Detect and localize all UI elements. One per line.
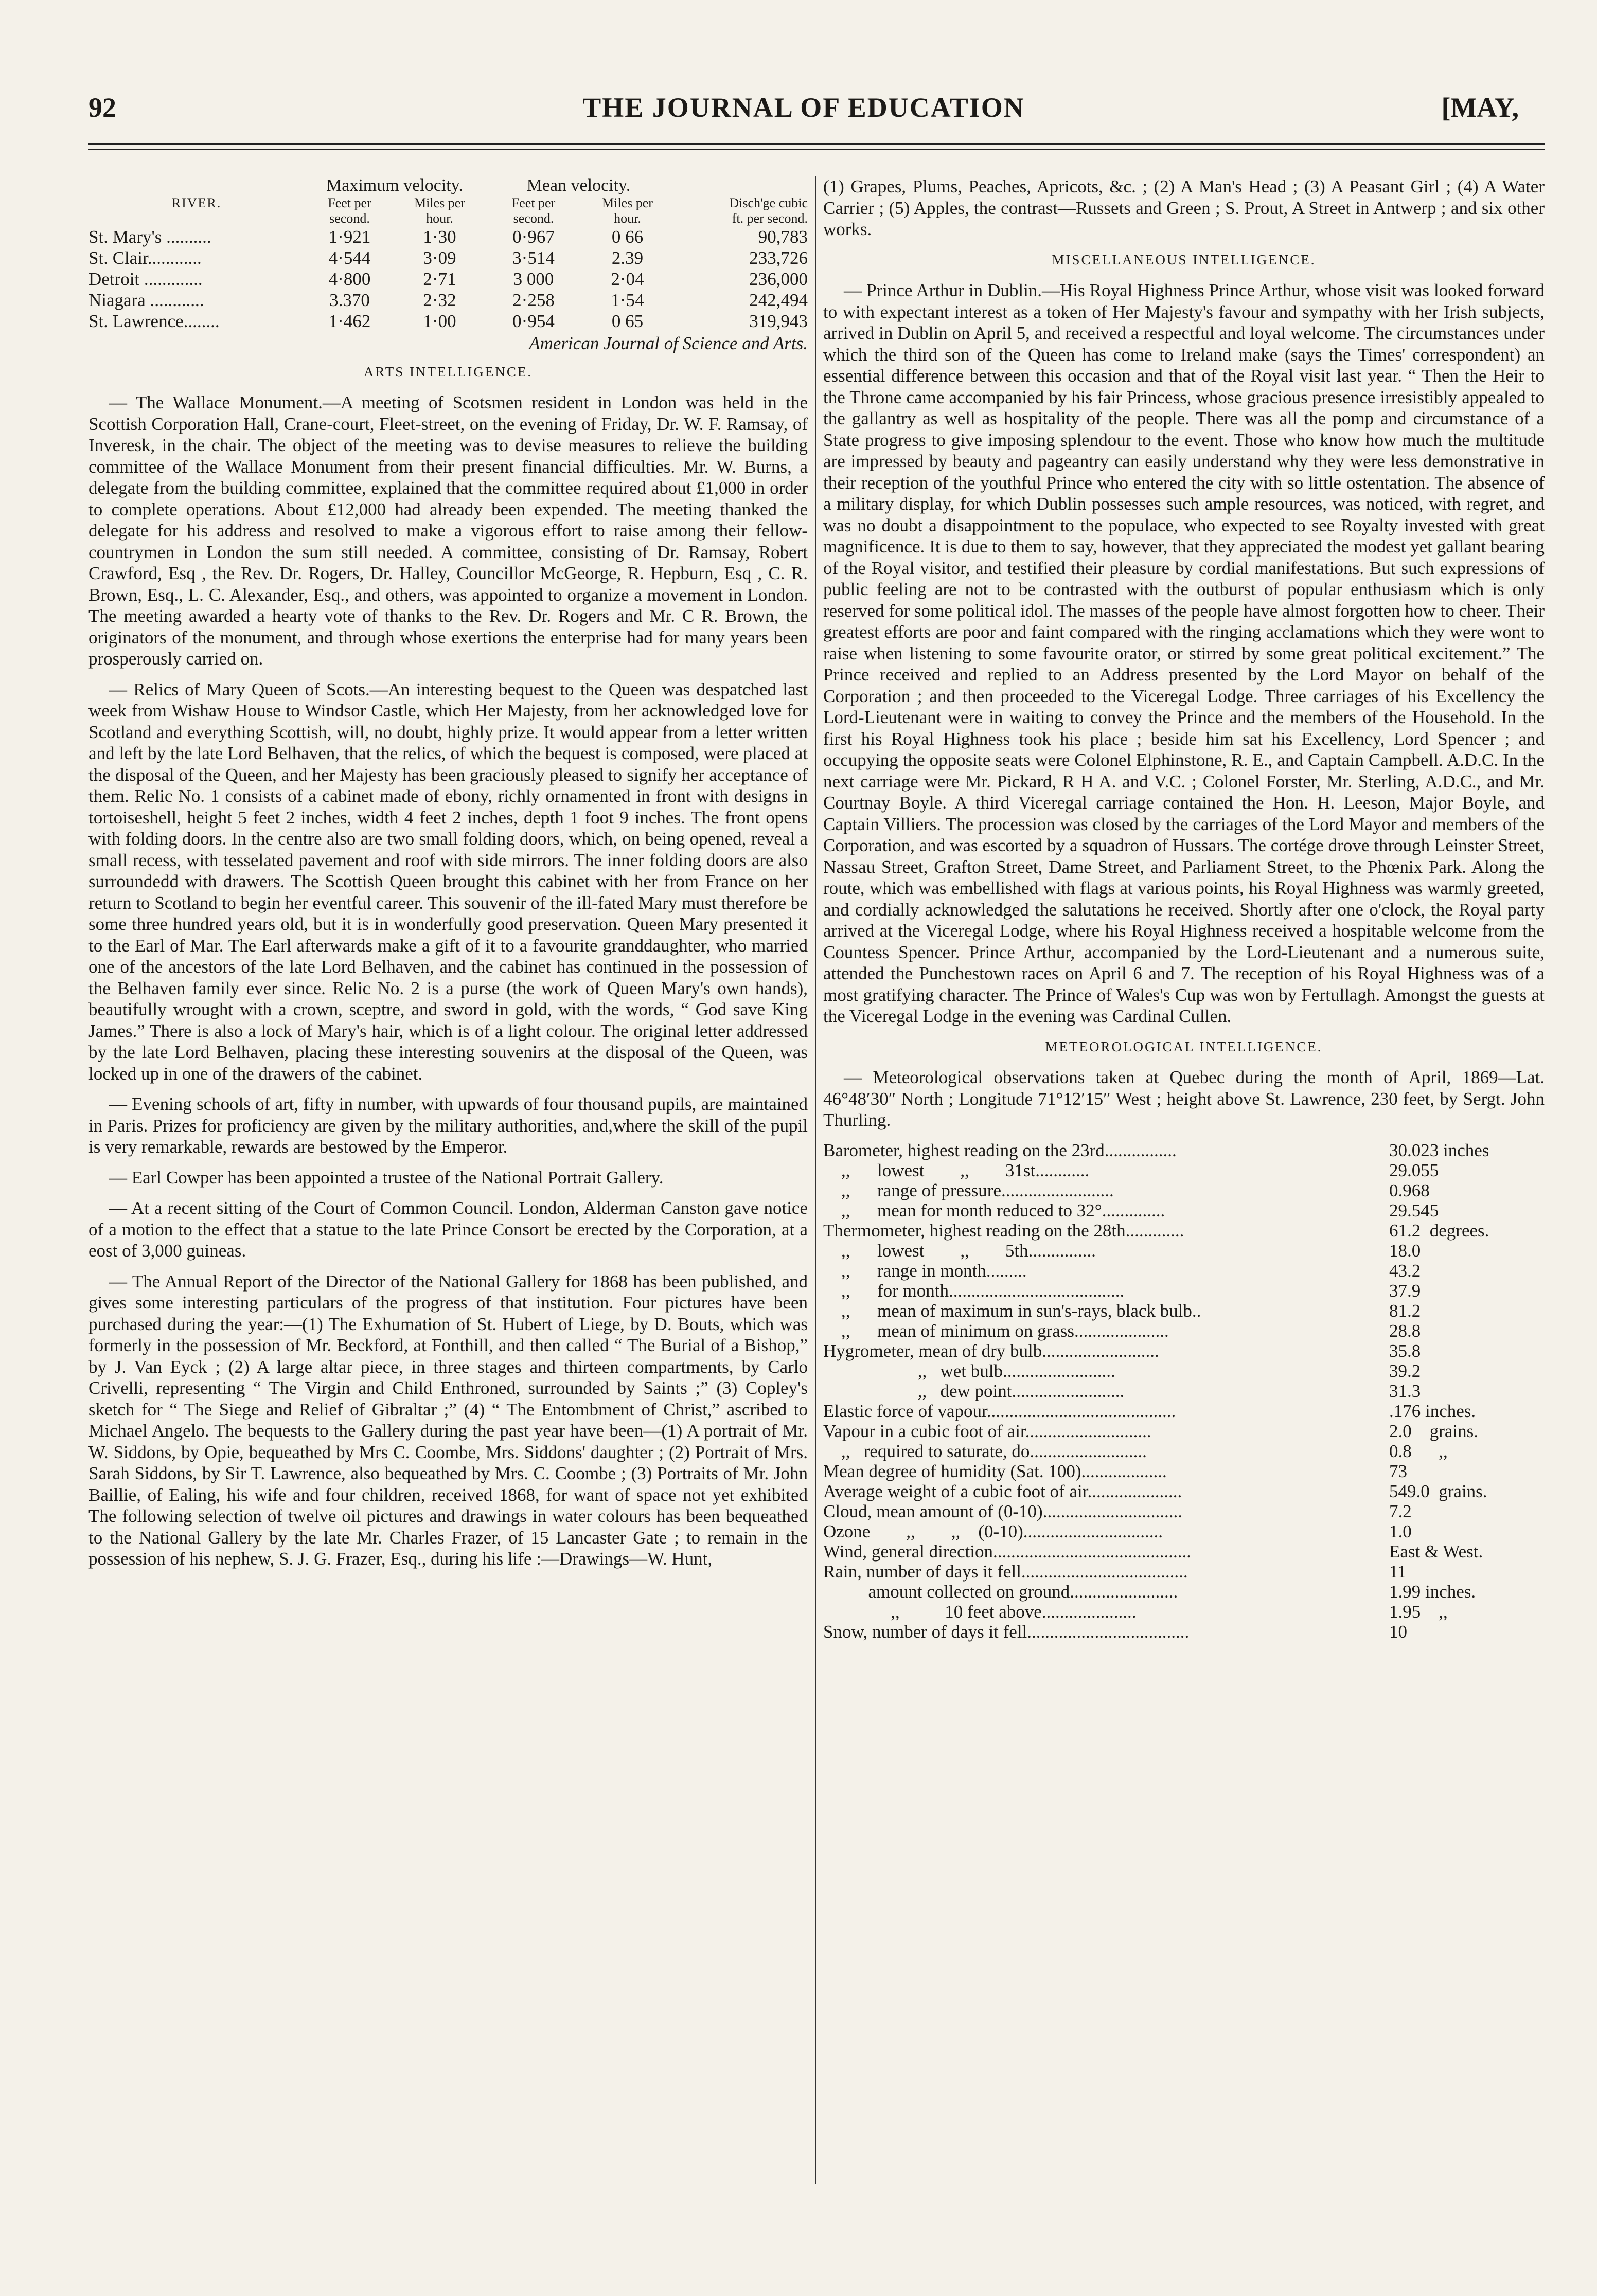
col-mean-feet: Feet per	[511, 195, 556, 210]
table-row	[823, 1401, 1545, 1421]
met-value: 549.0 grains.	[1389, 1481, 1487, 1501]
met-value: East & West.	[1389, 1541, 1483, 1562]
misc-heading: MISCELLANEOUS INTELLIGENCE.	[1052, 252, 1316, 267]
met-label: Ozone ,, ,, (0-10)...............................	[823, 1521, 1163, 1541]
met-label: ,, range of pressure.........................	[823, 1180, 1114, 1200]
met-value: 35.8	[1389, 1340, 1421, 1361]
table-row	[823, 1321, 1545, 1341]
article-continuation: (1) Grapes, Plums, Peaches, Apricots, &c. ; (2) A Man's Head ; (3) A Peasant Girl ; (4) A Water Carrier ; (5) Apples, the contrast—Russets and Green ; S. Prout, A Street in Antwerp ; and six other works.	[823, 176, 1545, 239]
met-label: ,, lowest ,, 31st............	[823, 1160, 1090, 1180]
cell-discharge: 90,783	[758, 227, 808, 247]
met-value: 81.2	[1389, 1300, 1421, 1321]
table-row	[823, 1421, 1545, 1441]
cell-max-feet: 4·800	[328, 269, 371, 289]
table-row	[823, 1221, 1545, 1241]
table-row	[823, 1160, 1545, 1180]
met-value: 28.8	[1389, 1320, 1421, 1341]
met-label: ,, lowest ,, 5th...............	[823, 1240, 1096, 1261]
table-row	[823, 1281, 1545, 1301]
article-prince-consort-statue: — At a recent sitting of the Court of Common Council. London, Alderman Canston gave notice of a motion to the effect that a statue to the late Prince Consort be erected by the Corporation, at a eost of 3,000 guineas.	[88, 1198, 808, 1261]
col-mean-miles: Miles per	[602, 195, 653, 210]
article-evening-schools: — Evening schools of art, fifty in number, with upwards of four thousand pupils, are maintained in Paris. Prizes for proficiency are given by the military authorities, and,where the skill of the pupil is very remarkable, rewards are bestowed by the Emperor.	[88, 1094, 808, 1157]
table-row	[823, 1441, 1545, 1461]
met-label: Wind, general direction............................................	[823, 1541, 1191, 1562]
met-label: Cloud, mean amount of (0-10)...............................	[823, 1501, 1182, 1521]
cell-max-miles: 2·71	[423, 269, 456, 289]
met-value: 10	[1389, 1621, 1407, 1642]
met-label: Barometer, highest reading on the 23rd................	[823, 1140, 1177, 1160]
river-table-column-header	[88, 195, 808, 211]
table-row	[823, 1562, 1545, 1582]
cell-river: St. Lawrence........	[88, 311, 220, 331]
article-national-gallery: — The Annual Report of the Director of the National Gallery for 1868 has been published, and gives some interesting particulars of the progress of that institution. Four pictures have been purchased during the year:—(1) The Exhumation of St. Hubert of Liege, by D. Bouts, which was formerly in the possession of Mr. Beckford, at Fonthill, and then called “ The Burial of a Bishop,” by J. Van Eyck ; (2) A large altar piece, in three stages and thirteen compartments, by Carlo Crivelli, representing “ The Virgin and Child Enthroned, surrounded by Saints ;” (3) Copley's sketch for “ The Siege and Relief of Gibraltar ;” (4) “ The Entombment of Christ,” ascribed to Michael Angelo. The bequests to the Gallery during the past year have been—(1) A portrait of Mr. W. Siddons, by Opie, bequeathed by Mrs C. Coombe, Mrs. Siddons' daughter ; (2) Portrait of Mrs. Sarah Siddons, by Sir T. Lawrence, also bequeathed by Mrs. C. Coombe ; (3) Portraits of Mr. John Baillie, of Ealing, his wife and four children, received 1868, for want of space not yet exhibited The following selection of twelve oil pictures and drawings in water colours has been bequeathed to the National Gallery by the late Mr. Charles Frazer, of 15 Lancaster Gate ; to remain in the possession of his nephew, S. J. G. Frazer, Esq., during his life :—Drawings—W. Hunt,	[88, 1271, 808, 1569]
meteorological-table	[823, 1140, 1545, 1642]
met-value: 2.0 grains.	[1389, 1421, 1479, 1441]
header-rule-thin	[88, 149, 1545, 150]
met-label: ,, wet bulb.........................	[823, 1360, 1115, 1381]
cell-max-miles: 3·09	[423, 248, 456, 268]
mean-velocity-heading: Mean velocity.	[526, 176, 631, 195]
table-row	[88, 226, 808, 247]
met-value: .176 inches.	[1389, 1401, 1476, 1421]
table-row	[823, 1140, 1545, 1160]
col-mean-miles-unit: hour.	[614, 211, 641, 226]
article-earl-cowper: — Earl Cowper has been appointed a trustee of the National Portrait Gallery.	[109, 1167, 664, 1188]
met-label: Average weight of a cubic foot of air.....................	[823, 1481, 1182, 1501]
cell-mean-miles: 0 66	[611, 227, 644, 247]
right-column	[823, 176, 1545, 1642]
met-value: 29.545	[1389, 1200, 1439, 1221]
table-row	[823, 1381, 1545, 1401]
cell-mean-feet: 3 000	[513, 269, 554, 289]
river-velocity-table	[88, 176, 808, 354]
cell-river: Detroit .............	[88, 269, 203, 289]
table-row	[823, 1261, 1545, 1281]
met-value: 30.023 inches	[1389, 1140, 1489, 1160]
table-row	[823, 1481, 1545, 1501]
cell-max-feet: 3.370	[329, 290, 370, 310]
meteorological-intro: — Meteorological observations taken at Quebec during the month of April, 1869—Lat. 46°48′30″ North ; Longitude 71°12′15″ West ; height above St. Lawrence, 230 feet, by Sergt. John Thurling.	[823, 1067, 1545, 1130]
cell-mean-miles: 0 65	[611, 311, 644, 331]
river-table-column-subheader	[88, 211, 808, 226]
table-row	[823, 1602, 1545, 1622]
met-value: 61.2 degrees.	[1389, 1220, 1489, 1241]
met-label: Thermometer, highest reading on the 28th.............	[823, 1220, 1184, 1241]
table-row	[823, 1241, 1545, 1261]
river-table-body	[88, 226, 808, 332]
met-label: Mean degree of humidity (Sat. 100)...................	[823, 1461, 1167, 1481]
met-value: 37.9	[1389, 1280, 1421, 1301]
cell-river: St. Mary's ..........	[88, 227, 211, 247]
met-label: Rain, number of days it fell.....................................	[823, 1561, 1188, 1582]
river-table-group-header	[88, 176, 808, 195]
met-value: 11	[1389, 1561, 1407, 1582]
met-label: amount collected on ground........................	[823, 1581, 1178, 1602]
cell-mean-feet: 0·954	[512, 311, 555, 331]
issue-month: [MAY,	[1441, 92, 1519, 123]
meteorological-heading: METEOROLOGICAL INTELLIGENCE.	[1045, 1038, 1323, 1054]
table-row	[88, 268, 808, 290]
article-wallace-monument: — The Wallace Monument.—A meeting of Scotsmen resident in London was held in the Scottish Corporation Hall, Crane-court, Fleet-street, on the evening of Friday, Dr. W. F. Ramsay, of Inveresk, in the chair. The object of the meeting was to devise measures to relieve the building committee of the Wallace Monument from their present financial difficulties. Mr. W. Burns, a delegate from the building committee, explained that the committee required about £1,000 in order to complete operations. About £12,000 had already been expended. The meeting thanked the delegate for his address and resolved to make a vigorous effort to raise among their fellow-countrymen in London the sum still needed. A committee, consisting of Dr. Ramsay, Robert Crawford, Esq , the Rev. Dr. Rogers, Dr. Halley, Councillor McGeorge, R. Hepburn, Esq , C. R. Brown, Esq., L. C. Alexander, Esq., and others, was appointed to organize a movement in London. The meeting awarded a hearty vote of thanks to the Rev. Dr. Rogers and Mr. C R. Brown, the originators of the monument, and through whose exertions the enterprise had for many years been prosperously carried on.	[88, 392, 808, 669]
col-discharge-unit: ft. per second.	[732, 211, 808, 226]
cell-max-feet: 1·462	[328, 311, 371, 331]
met-label: ,, mean for month reduced to 32°..............	[823, 1200, 1165, 1221]
met-value: 31.3	[1389, 1380, 1421, 1401]
table-row	[88, 290, 808, 311]
met-value: 1.99 inches.	[1389, 1581, 1476, 1602]
cell-discharge: 242,494	[749, 290, 808, 310]
col-discharge: Disch'ge cubic	[729, 195, 808, 210]
met-value: 7.2	[1389, 1501, 1412, 1521]
met-label: Elastic force of vapour..........................................	[823, 1401, 1176, 1421]
met-value: 43.2	[1389, 1260, 1421, 1281]
met-value: 0.8 ,,	[1389, 1441, 1448, 1461]
met-value: 39.2	[1389, 1360, 1421, 1381]
cell-mean-miles: 2·04	[611, 269, 644, 289]
cell-max-miles: 1·00	[423, 311, 456, 331]
met-label: ,, range in month.........	[823, 1260, 1027, 1281]
cell-mean-feet: 2·258	[512, 290, 555, 310]
table-row	[823, 1301, 1545, 1321]
table-row	[823, 1361, 1545, 1381]
article-prince-arthur: — Prince Arthur in Dublin.—His Royal Highness Prince Arthur, whose visit was looked forward to with expectant interest as a token of Her Majesty's favour and sympathy with her Irish subjects, arrived in Dublin on April 5, and received a respectful and loyal welcome. The circumstances under which the third son of the Queen has come to Ireland make (says the Times' correspondent) an essential difference between this occasion and that of the Royal visit last year. “ Then the Heir to the Throne came accompanied by his fair Princess, whose gracious presence irresistibly appealed to the gallantry as well as hospitality of the people. There was all the pomp and circumstance of a State progress to give imposing splendour to the event. Those who know how much the multitude are impressed by beauty and pageantry can easily understand why they were less demonstrative in their reception of the youthful Prince who entered the city with so little ostentation. The absence of a military display, for which Dublin possesses such ample resources, was noticed, with regret, and was no doubt a disappointment to the populace, who expected to see Royalty invested with great magnificence. It is due to them to say, however, that they appreciated the modest yet gallant bearing of the Royal visitor, and testified their pleasure by cordial manifestations. But such expressions of public feeling are not to be contrasted with the outburst of popular enthusiasm which is only reserved for some political idol. The masses of the people have almost forgotten how to cheer. Their greatest efforts are poor and faint compared with the ringing acclamations which they were wont to raise when listening to some favourite orator, or stirred by some great political excitement.” The Prince received and replied to an Address presented by the Lord Mayor on behalf of the Corporation ; and then proceeded to the Viceregal Lodge. Three carriages of his Excellency the Lord-Lieutenant were in waiting to convey the Prince and the members of the Household. In the first his Royal Highness took his place ; beside him sat his Excellency, Lord Spencer ; and occupying the opposite seats were Colonel Elphinstone, R. E., and Captain Campbell. A.D.C. In the next carriage were Mr. Pickard, R H A. and V.C. ; Colonel Forster, Mr. Sterling, A.D.C., and Mr. Courtnay Boyle. A third Viceregal carriage contained the Hon. H. Leeson, Major Boyle, and Captain Villiers. The procession was closed by the carriages of the Lord Mayor and members of the Corporation, and was escorted by a squadron of Hussars. The cortége drove through Leinster Street, Nassau Street, Grafton Street, Dame Street, and Parliament Street, to the Phœnix Park. Along the route, which was embellished with flags at various points, his Royal Highness was warmly greeted, and cordially acknowledged the salutations he received. Shortly after one o'clock, the Royal party arrived at the Viceregal Lodge, where his Royal Highness received a hospitable welcome from the Countess Spencer. Prince Arthur, accompanied by the Lord-Lieutenant and a numerous suite, attended the Punchestown races on April 6 and 7. The reception of his Royal Highness was of a most gratifying character. The Prince of Wales's Cup was won by Fertullagh. Amongst the guests at the Viceregal Lodge in the evening was Cardinal Cullen.	[823, 280, 1545, 1026]
col-max-feet-unit: second.	[329, 211, 370, 226]
table-row	[823, 1341, 1545, 1361]
table-row	[823, 1180, 1545, 1200]
met-label: Vapour in a cubic foot of air............................	[823, 1421, 1151, 1441]
cell-max-miles: 2·32	[423, 290, 456, 310]
cell-discharge: 233,726	[749, 248, 808, 268]
table-row	[88, 247, 808, 268]
max-velocity-heading: Maximum velocity.	[326, 176, 463, 195]
met-label: Snow, number of days it fell....................................	[823, 1621, 1190, 1642]
table-row	[823, 1521, 1545, 1541]
met-label: ,, 10 feet above.....................	[823, 1601, 1137, 1622]
left-column	[88, 176, 808, 1579]
met-value: 73	[1389, 1461, 1407, 1481]
met-label: ,, mean of minimum on grass.....................	[823, 1320, 1169, 1341]
met-label: ,, for month.......................................	[823, 1280, 1125, 1301]
arts-heading: ARTS INTELLIGENCE.	[363, 364, 533, 380]
table-row	[823, 1622, 1545, 1642]
article-relics-mary-queen: — Relics of Mary Queen of Scots.—An interesting bequest to the Queen was despatched last week from Wishaw House to Windsor Castle, which Her Majesty, from her acknowledged love for Scotland and everything Scottish, will, no doubt, highly prize. It would appear from a letter written and left by the late Lord Belhaven, that the relics, of which the bequest is composed, were placed at the disposal of the Queen, and her Majesty has been graciously pleased to signify her acceptance of them. Relic No. 1 consists of a cabinet made of ebony, richly ornamented in front with designs in tortoiseshell, height 5 feet 2 inches, width 4 feet 2 inches, depth 1 foot 9 inches. The front opens with folding doors. In the centre also are two small folding doors, which, on being opened, reveal a small recess, with tesselated pavement and roof with side mirrors. The inner folding doors are also surroundedd with drawers. The Scottish Queen brought this cabinet with her from France on her return to Scotland to begin her eventful career. This souvenir of the ill-fated Mary must therefore be some three hundred years old, but it is in wonderfully good preservation. Queen Mary presented it to the Earl of Mar. The Earl afterwards make a gift of it to a favourite granddaughter, who married one of the ancestors of the late Lord Belhaven, and the cabinet has continued in the possession of the Belhaven family ever since. Relic No. 2 is a purse (the work of Queen Mary's own hands), beautifully wrought with a crown, sceptre, and sword in gold, with the words, “ God save King James.” There is also a lock of Mary's hair, which is of a light colour. The original letter addressed by the late Lord Belhaven, placing these interesting souvenirs at the disposal of the Queen, was locked up in one of the drawers of the cabinet.	[88, 679, 808, 1084]
cell-mean-feet: 0·967	[512, 227, 555, 247]
col-max-miles-unit: hour.	[426, 211, 453, 226]
met-value: 1.95 ,,	[1389, 1601, 1448, 1622]
table-row	[823, 1200, 1545, 1221]
col-river: RIVER.	[171, 195, 222, 210]
table-row	[88, 311, 808, 332]
met-value: 1.0	[1389, 1521, 1412, 1541]
met-label: ,, required to saturate, do..........................	[823, 1441, 1147, 1461]
met-value: 18.0	[1389, 1240, 1421, 1261]
cell-mean-miles: 2.39	[611, 248, 644, 268]
column-divider	[815, 176, 816, 2184]
cell-discharge: 319,943	[749, 311, 808, 331]
page-header	[88, 92, 1519, 128]
table-row	[823, 1541, 1545, 1562]
page-number: 92	[88, 92, 116, 123]
col-max-miles: Miles per	[414, 195, 465, 210]
table-row	[823, 1461, 1545, 1481]
met-value: 0.968	[1389, 1180, 1430, 1200]
cell-river: St. Clair............	[88, 248, 202, 268]
table-row	[823, 1582, 1545, 1602]
cell-max-feet: 4·544	[328, 248, 371, 268]
header-rule-thick	[88, 143, 1545, 145]
met-value: 29.055	[1389, 1160, 1439, 1180]
table-row	[823, 1501, 1545, 1521]
met-label: Hygrometer, mean of dry bulb..........................	[823, 1340, 1159, 1361]
table-source: American Journal of Science and Arts.	[529, 333, 808, 353]
cell-mean-feet: 3·514	[512, 248, 555, 268]
met-label: ,, dew point.........................	[823, 1380, 1125, 1401]
cell-river: Niagara ............	[88, 290, 204, 310]
cell-max-miles: 1·30	[423, 227, 456, 247]
col-max-feet: Feet per	[328, 195, 371, 210]
cell-max-feet: 1·921	[328, 227, 371, 247]
cell-mean-miles: 1·54	[611, 290, 644, 310]
col-mean-feet-unit: second.	[513, 211, 554, 226]
journal-title: THE JOURNAL OF EDUCATION	[582, 92, 1025, 123]
met-label: ,, mean of maximum in sun's-rays, black bulb..	[823, 1300, 1201, 1321]
cell-discharge: 236,000	[749, 269, 808, 289]
